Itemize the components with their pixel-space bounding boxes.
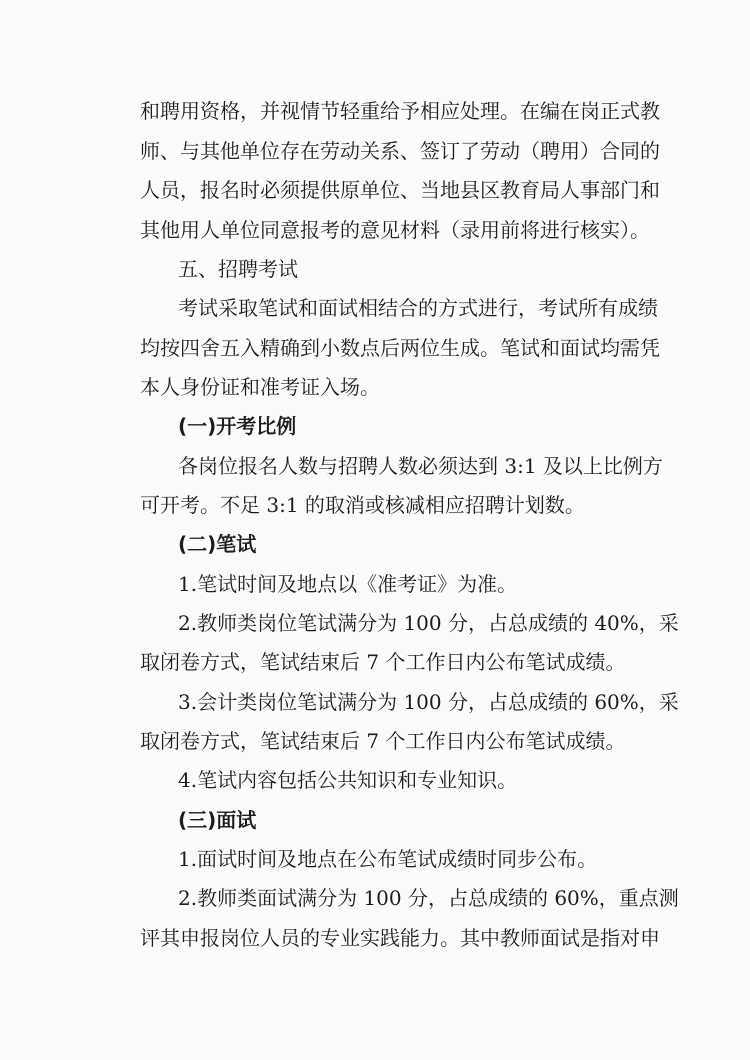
paragraph-line: 和聘用资格，并视情节轻重给予相应处理。在编在岗正式教 <box>140 99 660 123</box>
paragraph-line: 2.教师类面试满分为 100 分，占总成绩的 60%，重点测 <box>178 886 679 910</box>
paragraph-line: 师、与其他单位存在劳动关系、签订了劳动（聘用）合同的 <box>140 139 660 163</box>
paragraph-line: 3.会计类岗位笔试满分为 100 分，占总成绩的 60%，采 <box>178 690 679 714</box>
subsection-heading: (二)笔试 <box>178 532 257 556</box>
paragraph-line: 可开考。不足 3:1 的取消或核减相应招聘计划数。 <box>140 493 585 517</box>
paragraph-line: 取闭卷方式，笔试结束后 7 个工作日内公布笔试成绩。 <box>140 650 626 674</box>
subsection-heading: (一)开考比例 <box>178 414 297 438</box>
paragraph-line: 各岗位报名人数与招聘人数必须达到 3:1 及以上比例方 <box>178 454 663 478</box>
paragraph-line: 评其申报岗位人员的专业实践能力。其中教师面试是指对申 <box>140 926 660 950</box>
paragraph-line: 均按四舍五入精确到小数点后两位生成。笔试和面试均需凭 <box>140 336 660 360</box>
paragraph-line: 取闭卷方式，笔试结束后 7 个工作日内公布笔试成绩。 <box>140 729 626 753</box>
paragraph-line: 考试采取笔试和面试相结合的方式进行，考试所有成绩 <box>178 296 658 320</box>
paragraph-line: 1.面试时间及地点在公布笔试成绩时同步公布。 <box>178 847 598 871</box>
paragraph-line: 人员，报名时必须提供原单位、当地县区教育局人事部门和 <box>140 178 660 202</box>
paragraph-line: 1.笔试时间及地点以《准考证》为准。 <box>178 572 518 596</box>
paragraph-line: 4.笔试内容包括公共知识和专业知识。 <box>178 768 518 792</box>
paragraph-line: 本人身份证和准考证入场。 <box>140 375 380 399</box>
paragraph-line: 其他用人单位同意报考的意见材料（录用前将进行核实）。 <box>140 218 650 242</box>
section-heading: 五、招聘考试 <box>178 257 298 281</box>
subsection-heading: (三)面试 <box>178 808 257 832</box>
paragraph-line: 2.教师类岗位笔试满分为 100 分，占总成绩的 40%，采 <box>178 611 679 635</box>
